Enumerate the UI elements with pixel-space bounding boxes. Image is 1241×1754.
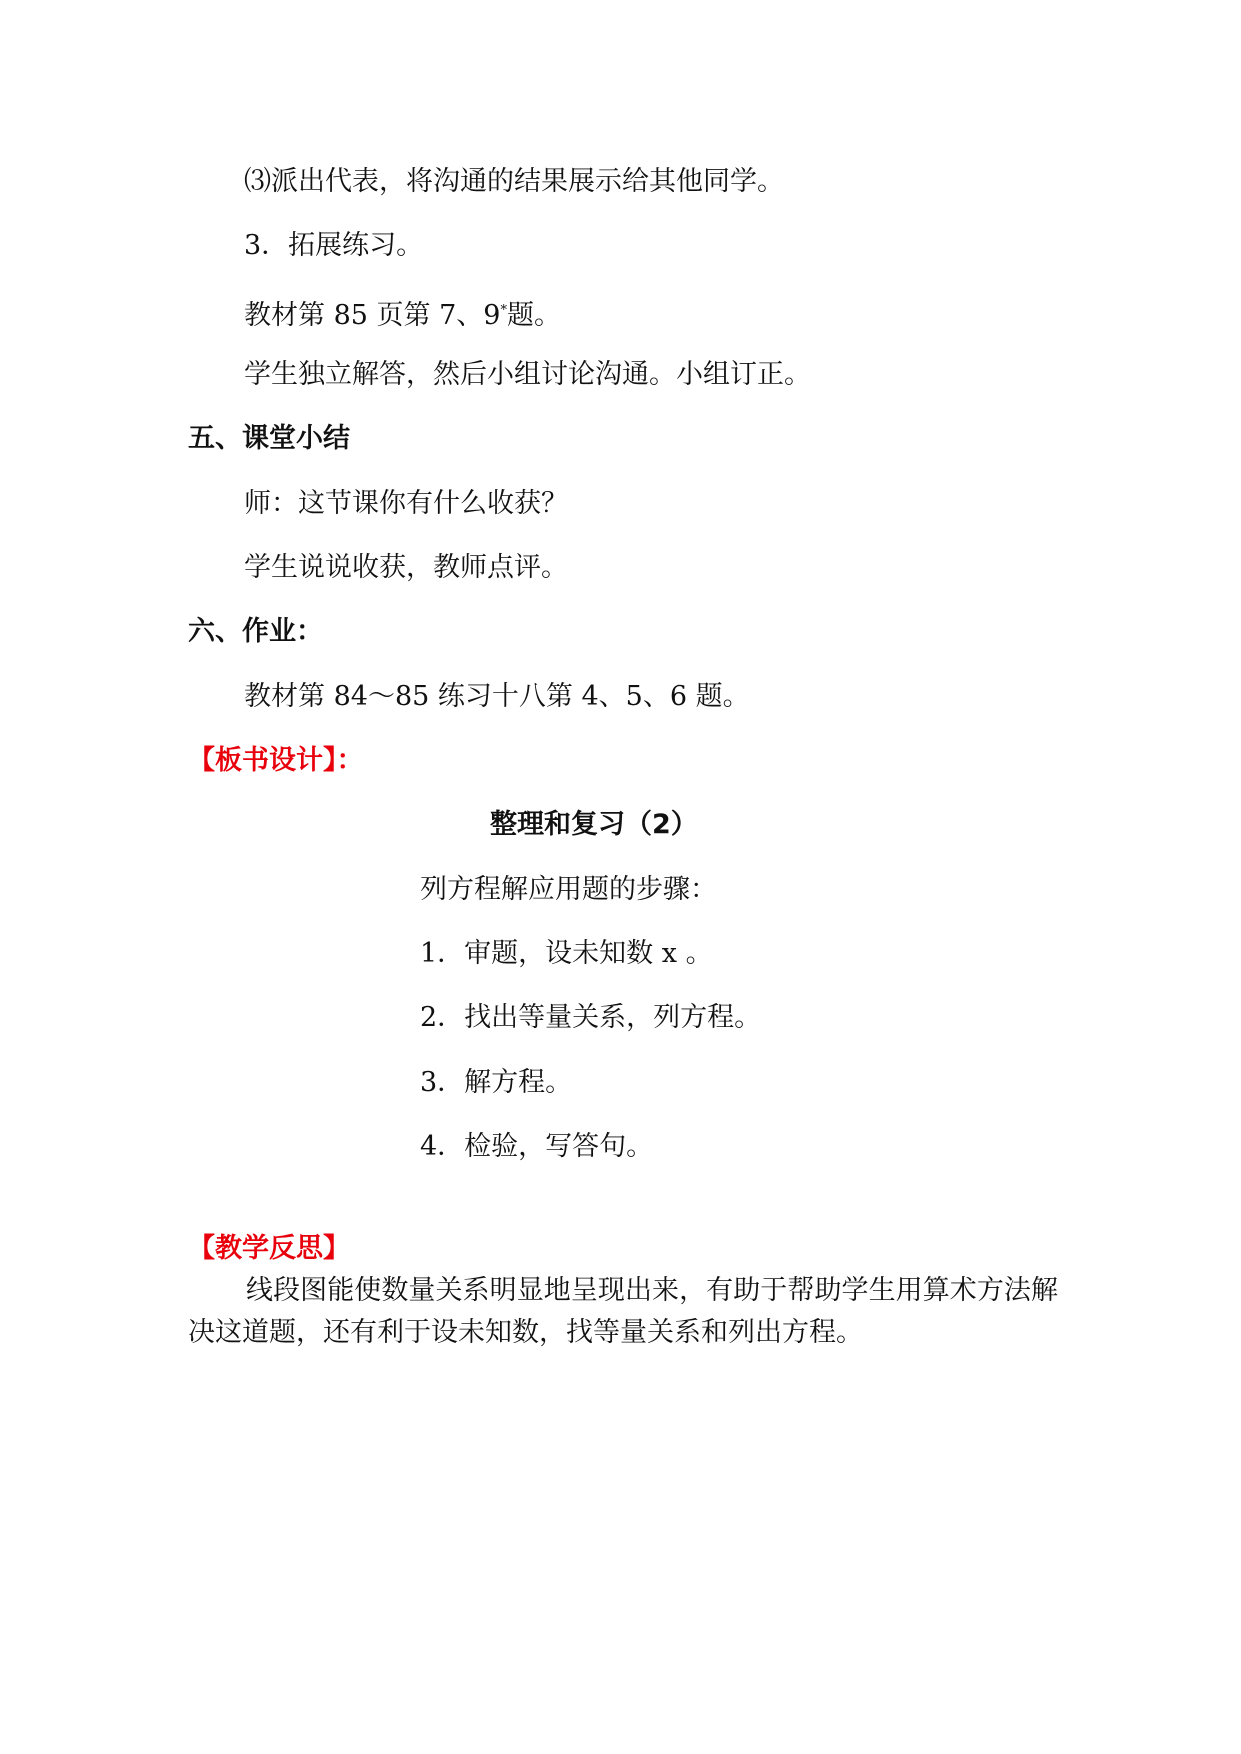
extension-practice-label: 3．拓展练习。: [244, 230, 424, 261]
board-step: 1．审题，设未知数 x 。: [420, 938, 713, 969]
optional-problem-star: *: [500, 303, 507, 318]
heading-homework: 六、作业：: [188, 616, 323, 647]
textbook-reference-text: 教材第 85 页第 7、9: [244, 300, 501, 331]
board-step: 3．解方程。: [420, 1067, 573, 1098]
step-3-item: ⑶派出代表，将沟通的结果展示给其他同学。: [244, 166, 784, 197]
board-title: 整理和复习（2）: [490, 809, 698, 840]
board-step: 2．找出等量关系，列方程。: [420, 1002, 762, 1033]
student-work-note: 学生独立解答，然后小组讨论沟通。小组订正。: [244, 359, 811, 390]
textbook-reference-end: 题。: [506, 300, 561, 331]
student-share-note: 学生说说收获，教师点评。: [244, 552, 568, 583]
board-design-label: 【板书设计】：: [188, 745, 364, 776]
board-step: 4．检验，写答句。: [420, 1131, 654, 1162]
teacher-question: 师：这节课你有什么收获？: [244, 488, 568, 519]
homework-text: 教材第 84～85 练习十八第 4、5、6 题。: [244, 681, 750, 712]
textbook-reference: [244, 294, 561, 333]
board-intro: 列方程解应用题的步骤：: [420, 874, 717, 905]
heading-class-summary: 五、课堂小结: [188, 423, 350, 454]
teaching-reflection-label: 【教学反思】: [188, 1233, 350, 1264]
teaching-reflection-text: 线段图能使数量关系明显地呈现出来，有助于帮助学生用算术方法解决这道题，还有利于设未知数，找等量关系和列出方程。: [188, 1275, 1058, 1348]
